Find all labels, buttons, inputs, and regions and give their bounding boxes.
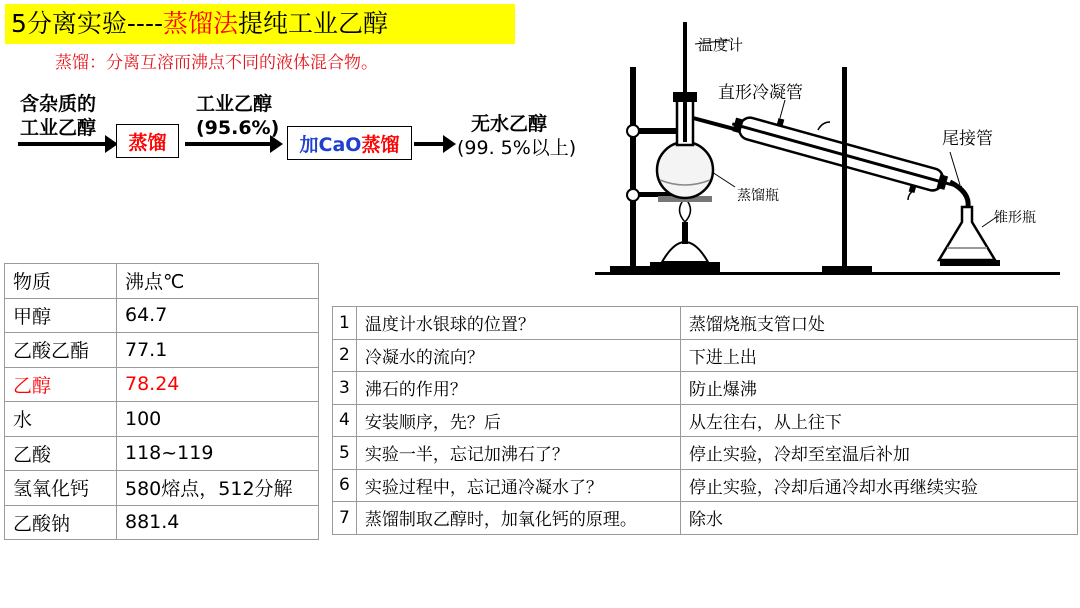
boiling-point-table	[4, 263, 319, 540]
question-cell: 温度计水银球的位置？	[356, 307, 680, 340]
table-row	[333, 502, 1078, 535]
label-adapter: 尾接管	[942, 129, 993, 149]
boiling-point: 64.7	[117, 298, 319, 333]
substance-name: 乙酸	[5, 436, 117, 471]
boiling-point: 881.4	[117, 505, 319, 540]
answer-cell: 防止爆沸	[680, 372, 1077, 405]
flow-arrow-3	[414, 142, 444, 146]
flow-end-line1: 无水乙醇	[471, 113, 548, 135]
flow-mid-line2: (95.6%)	[196, 117, 280, 139]
substance-name: 甲醇	[5, 298, 117, 333]
step-cao-distill-box	[287, 126, 412, 160]
distillation-apparatus	[590, 22, 1070, 280]
table-row	[5, 333, 319, 368]
qa-table	[332, 306, 1078, 535]
substance-name: 水	[5, 402, 117, 437]
flow-mid-line1: 工业乙醇	[196, 93, 273, 115]
table-row	[5, 367, 319, 402]
flow-start	[20, 92, 96, 140]
table-row	[5, 505, 319, 540]
answer-cell: 停止实验，冷却至室温后补加	[680, 437, 1077, 470]
row-number: 3	[333, 372, 357, 405]
boiling-point: 100	[117, 402, 319, 437]
question-cell: 实验过程中，忘记通冷凝水了？	[356, 469, 680, 502]
table-header-row	[5, 264, 319, 299]
answer-cell: 下进上出	[680, 339, 1077, 372]
substance-name: 氢氧化钙	[5, 471, 117, 506]
substance-name: 乙醇	[5, 367, 117, 402]
table-row	[5, 402, 319, 437]
title-prefix: 5分离实验----	[11, 9, 163, 38]
substance-name: 乙酸钠	[5, 505, 117, 540]
step2-suffix: 蒸馏	[361, 133, 400, 156]
step-distill-box: 蒸馏	[116, 124, 179, 158]
flow-start-line2: 工业乙醇	[20, 117, 97, 139]
label-thermometer: 温度计	[698, 36, 744, 54]
flow-arrow-2	[185, 142, 271, 146]
table-header-cell: 物质	[5, 264, 117, 299]
definition-text: 蒸馏：分离互溶而沸点不同的液体混合物。	[55, 53, 378, 73]
table-row	[5, 436, 319, 471]
table-row	[5, 471, 319, 506]
table-row	[333, 469, 1078, 502]
table-header-cell: 沸点℃	[117, 264, 319, 299]
label-condenser: 直形冷凝管	[718, 83, 803, 103]
table-row	[333, 307, 1078, 340]
label-flask: 蒸馏瓶	[737, 188, 779, 204]
question-cell: 沸石的作用？	[356, 372, 680, 405]
substance-name: 乙酸乙酯	[5, 333, 117, 368]
page-title	[5, 4, 515, 44]
row-number: 2	[333, 339, 357, 372]
label-conical-flask: 锥形瓶	[994, 210, 1036, 226]
table-row	[5, 298, 319, 333]
table-row	[333, 339, 1078, 372]
question-cell: 安装顺序，先？后	[356, 404, 680, 437]
title-highlight: 蒸馏法	[163, 9, 239, 38]
boiling-point: 580熔点，512分解	[117, 471, 319, 506]
row-number: 5	[333, 437, 357, 470]
flow-end-line2: (99. 5%以上)	[457, 137, 577, 159]
answer-cell: 停止实验，冷却后通冷却水再继续实验	[680, 469, 1077, 502]
flow-end	[457, 112, 576, 160]
table-row	[333, 372, 1078, 405]
answer-cell: 从左往右，从上往下	[680, 404, 1077, 437]
row-number: 4	[333, 404, 357, 437]
question-cell: 实验一半，忘记加沸石了？	[356, 437, 680, 470]
boiling-point: 78.24	[117, 367, 319, 402]
flow-arrow-1	[18, 142, 106, 146]
boiling-point: 77.1	[117, 333, 319, 368]
question-cell: 冷凝水的流向？	[356, 339, 680, 372]
answer-cell: 除水	[680, 502, 1077, 535]
step2-prefix: 加CaO	[299, 133, 362, 156]
table-row	[333, 437, 1078, 470]
question-cell: 蒸馏制取乙醇时，加氧化钙的原理。	[356, 502, 680, 535]
row-number: 1	[333, 307, 357, 340]
flow-start-line1: 含杂质的	[20, 93, 97, 115]
table-row	[333, 404, 1078, 437]
flow-mid	[196, 92, 279, 140]
row-number: 6	[333, 469, 357, 502]
boiling-point: 118~119	[117, 436, 319, 471]
row-number: 7	[333, 502, 357, 535]
title-suffix: 提纯工业乙醇	[238, 9, 389, 38]
answer-cell: 蒸馏烧瓶支管口处	[680, 307, 1077, 340]
